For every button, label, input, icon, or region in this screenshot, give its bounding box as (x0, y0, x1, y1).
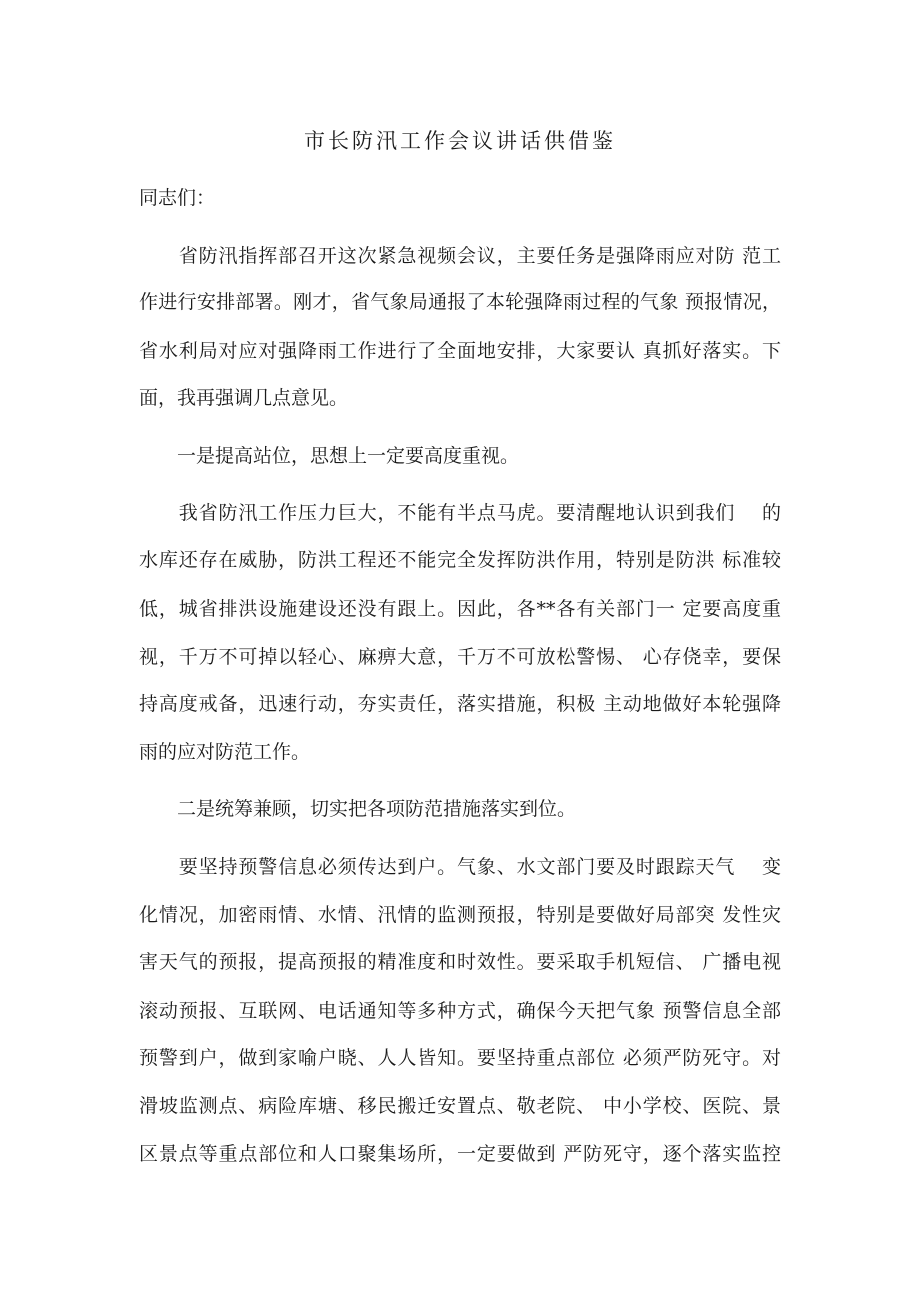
body-line: 我省防汛工作压力巨大，不能有半点马虎。要清醒地认识到我们 的 (139, 502, 781, 524)
body-line: 害天气的预报，提高预报的精准度和时效性。要采取手机短信、 广播电视 (139, 951, 781, 973)
body-line: 水库还存在威胁，防洪工程还不能完全发挥防洪作用，特别是防洪 标准较 (139, 549, 781, 571)
body-line: 预警到户，做到家喻户晓、人人皆知。要坚持重点部位 必须严防死守。对 (139, 1047, 781, 1069)
body-line: 区景点等重点部位和人口聚集场所，一定要做到 严防死守，逐个落实监控 (139, 1143, 781, 1165)
section-heading-2: 二是统筹兼顾，切实把各项防范措施落实到位。 (139, 798, 577, 820)
body-line: 要坚持预警信息必须传达到户。气象、水文部门要及时跟踪天气 变 (139, 856, 781, 878)
salutation-line: 同志们： (139, 187, 216, 209)
body-line: 滑坡监测点、病险库塘、移民搬迁安置点、敬老院、 中小学校、医院、景 (139, 1095, 781, 1117)
body-line: 省水利局对应对强降雨工作进行了全面地安排，大家要认 真抓好落实。下 (139, 340, 781, 362)
body-line: 滚动预报、互联网、电话通知等多种方式，确保今天把气象 预警信息全部 (139, 1000, 781, 1022)
body-line: 化情况，加密雨情、水情、汛情的监测预报，特别是要做好局部突 发性灾 (139, 904, 781, 926)
body-line: 雨的应对防范工作。 (139, 741, 311, 763)
body-line: 视，千万不可掉以轻心、麻痹大意，千万不可放松警惕、 心存侥幸，要保 (139, 646, 781, 668)
body-line: 低，城省排洪设施建设还没有跟上。因此，各**各有关部门一 定要高度重 (139, 598, 781, 620)
body-line: 面，我再强调几点意见。 (139, 387, 349, 409)
body-line: 作进行安排部署。刚才，省气象局通报了本轮强降雨过程的气象 预报情况， (139, 291, 781, 313)
document-title: 市长防汛工作会议讲话供借鉴 (304, 129, 616, 153)
body-line: 持高度戒备，迅速行动，夯实责任，落实措施，积极 主动地做好本轮强降 (139, 693, 781, 715)
body-line: 省防汛指挥部召开这次紧急视频会议，主要任务是强降雨应对防 范工 (139, 245, 781, 267)
section-heading-1: 一是提高站位，思想上一定要高度重视。 (139, 445, 520, 467)
